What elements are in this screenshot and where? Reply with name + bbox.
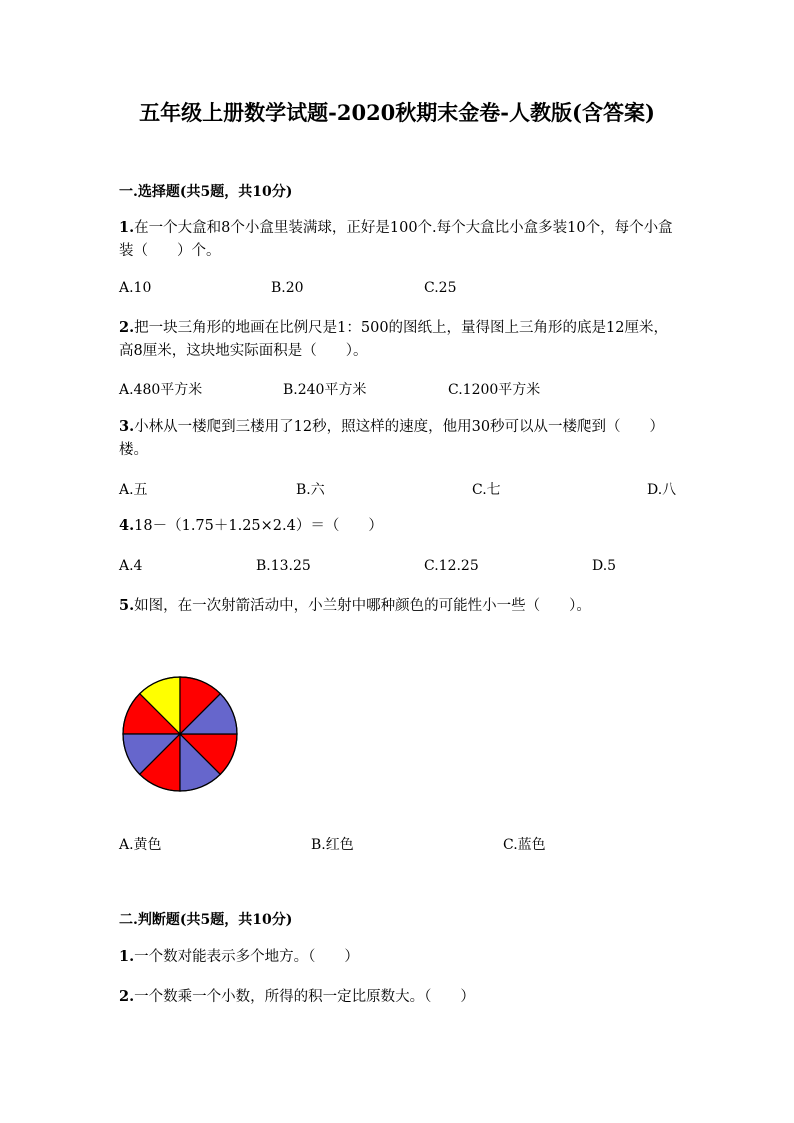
q5-option-a: A.黄色 — [119, 837, 162, 853]
q1-option-c: C.25 — [424, 280, 457, 296]
q1-option-b: B.20 — [271, 280, 304, 296]
q2-option-c: C.1200平方米 — [448, 382, 541, 398]
question-5 — [119, 594, 679, 618]
section-heading-judgment: 二.判断题(共5题，共10分) — [119, 912, 293, 928]
question-number: 2. — [119, 319, 135, 336]
question-4 — [119, 514, 679, 538]
question-number: 1. — [119, 219, 135, 236]
question-text: 一个数对能表示多个地方。（ ） — [134, 949, 359, 965]
q4-option-d: D.5 — [592, 558, 617, 574]
target-pie-figure — [121, 675, 239, 793]
q4-option-a: A.4 — [119, 558, 143, 574]
q3-option-b: B.六 — [296, 482, 325, 498]
question-number: 3. — [119, 418, 135, 435]
question-text: 在一个大盒和8个小盒里装满球，正好是100个.每个大盒比小盒多装10个，每个小盒装（ ）个。 — [119, 220, 673, 259]
question-1 — [119, 216, 679, 263]
page-title: 五年级上册数学试题-2020秋期末金卷-人教版(含答案) — [139, 100, 655, 125]
question-text: 一个数乘一个小数，所得的积一定比原数大。（ ） — [134, 989, 475, 1005]
question-number: 2. — [119, 988, 135, 1005]
question-text: 小林从一楼爬到三楼用了12秒，照这样的速度，他用30秒可以从一楼爬到（ ）楼。 — [119, 419, 665, 458]
judgment-2 — [119, 985, 679, 1009]
question-number: 5. — [119, 597, 135, 614]
q3-option-a: A.五 — [119, 482, 148, 498]
q3-option-d: D.八 — [647, 482, 677, 498]
question-number: 1. — [119, 948, 135, 965]
question-number: 4. — [119, 517, 135, 534]
question-2 — [119, 316, 679, 363]
q2-option-b: B.240平方米 — [283, 382, 367, 398]
q5-option-b: B.红色 — [311, 837, 354, 853]
q1-option-a: A.10 — [119, 280, 152, 296]
question-3 — [119, 415, 679, 462]
section-heading-choice: 一.选择题(共5题，共10分) — [119, 184, 293, 200]
judgment-1 — [119, 945, 679, 969]
question-text: 如图，在一次射箭活动中，小兰射中哪种颜色的可能性小一些（ ）。 — [134, 598, 591, 614]
q5-option-c: C.蓝色 — [503, 837, 546, 853]
q4-option-b: B.13.25 — [256, 558, 311, 574]
question-text: 18－（1.75＋1.25×2.4）＝（ ） — [134, 518, 383, 534]
question-text: 把一块三角形的地画在比例尺是1：500的图纸上，量得图上三角形的底是12厘米，高8厘米，这块地实际面积是（ ）。 — [119, 320, 668, 359]
q4-option-c: C.12.25 — [424, 558, 479, 574]
q3-option-c: C.七 — [472, 482, 501, 498]
q2-option-a: A.480平方米 — [119, 382, 203, 398]
